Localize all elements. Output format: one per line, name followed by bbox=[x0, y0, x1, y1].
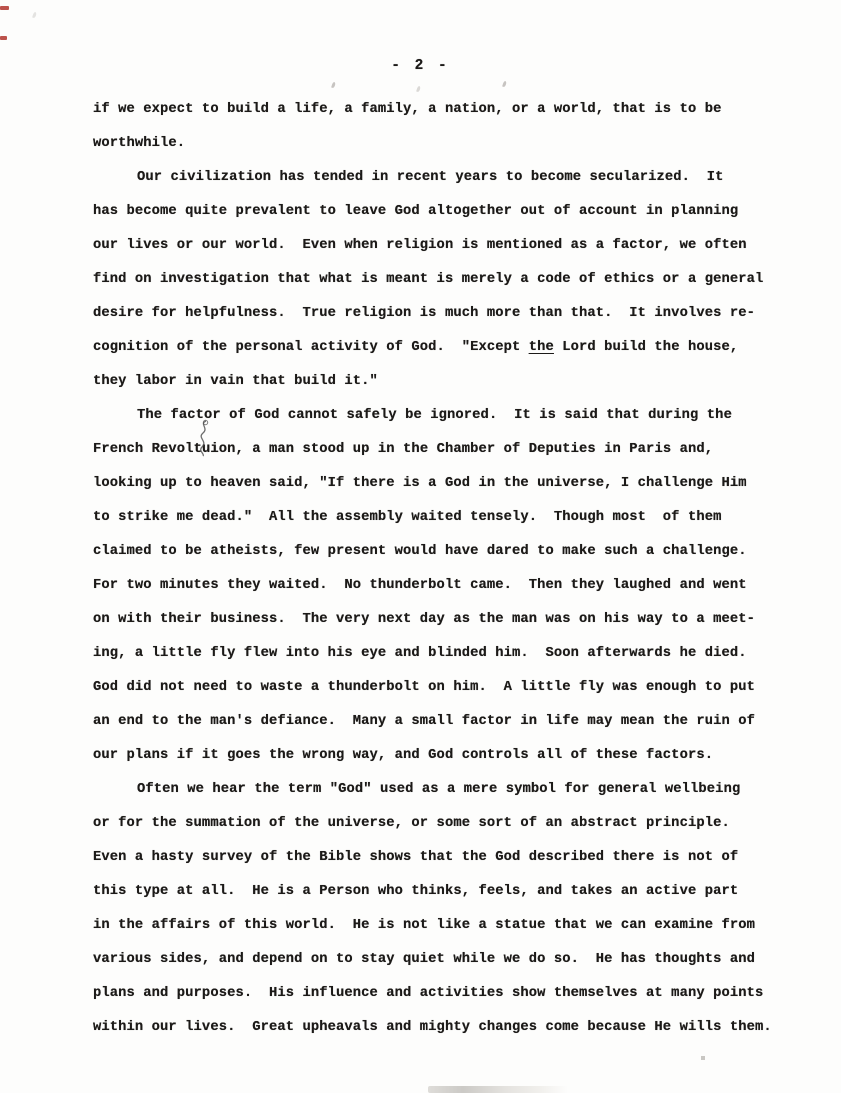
text-line: For two minutes they waited. No thunderbolt came. Then they laughed and went bbox=[93, 578, 747, 593]
text-line: or for the summation of the universe, or some sort of an abstract principle. bbox=[93, 816, 730, 831]
text-line: Our civilization has tended in recent years to become secularized. It bbox=[137, 170, 724, 185]
ink-speck bbox=[416, 86, 421, 93]
text-line: if we expect to build a life, a family, a nation, or a world, that is to be bbox=[93, 102, 722, 117]
text-line: to strike me dead." All the assembly waited tensely. Though most of them bbox=[93, 510, 722, 525]
text-line: this type at all. He is a Person who thinks, feels, and takes an active part bbox=[93, 884, 739, 899]
transposition-correction-mark: tu bbox=[194, 433, 211, 467]
scan-dot-artifact bbox=[701, 1056, 705, 1060]
red-registration-mark bbox=[0, 6, 9, 10]
text-line: The factor of God cannot safely be ignored. It is said that during the bbox=[137, 408, 732, 423]
text-line: claimed to be atheists, few present would have dared to make such a challenge. bbox=[93, 544, 747, 559]
scan-smudge-artifact bbox=[428, 1086, 568, 1093]
text-line: has become quite prevalent to leave God altogether out of account in planning bbox=[93, 204, 739, 219]
text-line: an end to the man's defiance. Many a small factor in life may mean the ruin of bbox=[93, 714, 755, 729]
ink-speck bbox=[502, 81, 507, 88]
page-number: - 2 - bbox=[391, 58, 450, 74]
ink-speck bbox=[331, 82, 336, 89]
text-line: find on investigation that what is meant is merely a code of ethics or a general bbox=[93, 272, 764, 287]
ink-speck bbox=[32, 12, 37, 19]
text-line: looking up to heaven said, "If there is a God in the universe, I challenge Him bbox=[93, 476, 747, 491]
text-line: Even a hasty survey of the Bible shows that the God described there is not of bbox=[93, 850, 739, 865]
text-body bbox=[0, 93, 841, 1045]
text-line: our plans if it goes the wrong way, and God controls all of these factors. bbox=[93, 748, 714, 763]
text-line: cognition of the personal activity of God. "Except the Lord build the house, bbox=[93, 340, 739, 355]
underlined-word: the bbox=[528, 340, 554, 355]
text-line: plans and purposes. His influence and activities show themselves at many points bbox=[93, 986, 764, 1001]
text-line: worthwhile. bbox=[93, 136, 186, 151]
text-line: desire for helpfulness. True religion is much more than that. It involves re- bbox=[93, 306, 755, 321]
text-line: within our lives. Great upheavals and mighty changes come because He wills them. bbox=[93, 1020, 772, 1035]
text-line: ing, a little fly flew into his eye and blinded him. Soon afterwards he died. bbox=[93, 646, 747, 661]
text-line: various sides, and depend on to stay quiet while we do so. He has thoughts and bbox=[93, 952, 755, 967]
text-line: French Revoltu ion, a man stood up in the Chamber of Deputies in Paris and, bbox=[93, 433, 841, 467]
text-line: God did not need to waste a thunderbolt on him. A little fly was enough to put bbox=[93, 680, 755, 695]
red-registration-mark bbox=[0, 36, 7, 40]
text-line: they labor in vain that build it." bbox=[93, 374, 378, 389]
text-line: our lives or our world. Even when religion is mentioned as a factor, we often bbox=[93, 238, 747, 253]
text-line: on with their business. The very next day as the man was on his way to a meet- bbox=[93, 612, 755, 627]
text-line: Often we hear the term "God" used as a mere symbol for general wellbeing bbox=[137, 782, 741, 797]
text-line: in the affairs of this world. He is not like a statue that we can examine from bbox=[93, 918, 755, 933]
